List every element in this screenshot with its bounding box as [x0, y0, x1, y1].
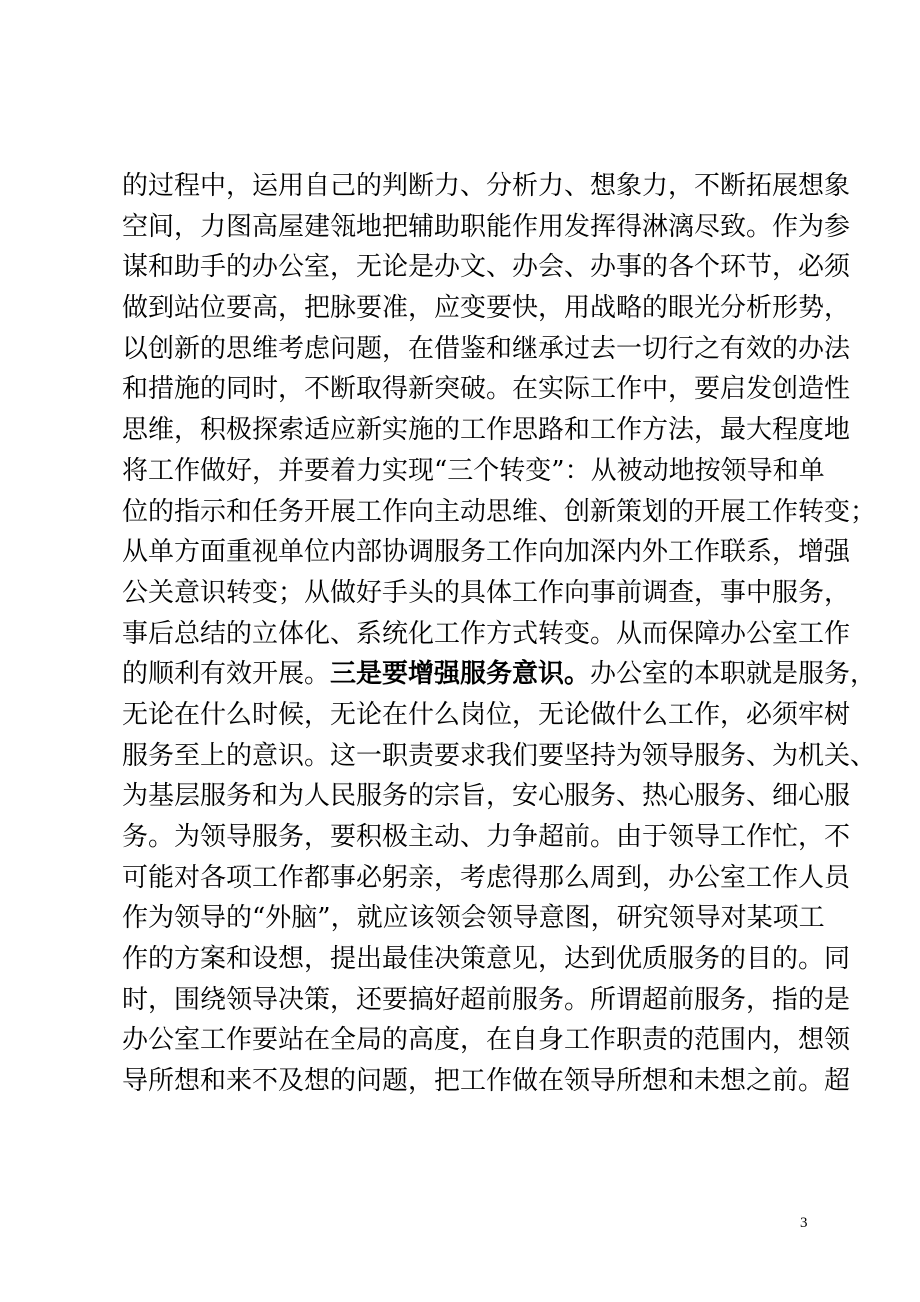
text-line-7: 思维，积极探索适应新实施的工作思路和工作方法，最大程度地 [122, 415, 851, 446]
text-line-22: 办公室工作要站在全局的高度，在自身工作职责的范围内，想领 [122, 1025, 851, 1056]
text-segment: 的顺利有效开展。 [122, 659, 331, 690]
text-line-10: 从单方面重视单位内部协调服务工作向加深内外工作联系，增强 [122, 537, 851, 568]
text-line-14: 无论在什么时候，无论在什么岗位，无论做什么工作，必须牢树 [122, 699, 851, 730]
text-line-6: 和措施的同时，不断取得新突破。在实际工作中，要启发创造性 [122, 374, 851, 405]
text-line-5: 以创新的思维考虑问题，在借鉴和继承过去一切行之有效的办法 [122, 333, 851, 364]
text-line-8: 将工作做好，并要着力实现“三个转变”：从被动地按领导和单 [122, 455, 825, 486]
text-line-1: 的过程中，运用自己的判断力、分析力、想象力，不断拓展想象 [122, 171, 851, 201]
page-number: 3 [800, 1215, 808, 1231]
text-line-12: 事后总结的立体化、系统化工作方式转变。从而保障办公室工作 [122, 618, 851, 649]
text-line-9: 位的指示和任务开展工作向主动思维、创新策划的开展工作转变； [122, 496, 877, 527]
text-line-23: 导所想和来不及想的问题，把工作做在领导所想和未想之前。超 [122, 1066, 851, 1097]
text-line-15: 服务至上的意识。这一职责要求我们要坚持为领导服务、为机关、 [122, 740, 877, 771]
text-line-13 [122, 654, 877, 695]
text-line-21: 时，围绕领导决策，还要搞好超前服务。所谓超前服务，指的是 [122, 984, 851, 1015]
text-line-20: 作的方案和设想，提出最佳决策意见，达到优质服务的目的。同 [122, 944, 851, 975]
text-line-11: 公关意识转变；从做好手头的具体工作向事前调查，事中服务， [122, 577, 851, 608]
body-paragraph [122, 166, 877, 1102]
text-line-4: 做到站位要高，把脉要准，应变要快，用战略的眼光分析形势， [122, 293, 851, 324]
text-line-19: 作为领导的“外脑”，就应该领会领导意图，研究领导对某项工 [122, 903, 825, 934]
text-line-18: 可能对各项工作都事必躬亲，考虑得那么周到，办公室工作人员 [122, 862, 851, 893]
text-line-2: 空间，力图高屋建瓴地把辅助职能作用发挥得淋漓尽致。作为参 [122, 211, 851, 242]
text-segment: 办公室的本职就是服务， [590, 659, 877, 690]
text-line-3: 谋和助手的办公室，无论是办文、办会、办事的各个环节，必须 [122, 252, 851, 283]
text-line-16: 为基层服务和为人民服务的宗旨，安心服务、热心服务、细心服 [122, 781, 851, 812]
text-line-17: 务。为领导服务，要积极主动、力争超前。由于领导工作忙，不 [122, 822, 851, 852]
bold-heading-segment: 三是要增强服务意识。 [330, 659, 591, 690]
